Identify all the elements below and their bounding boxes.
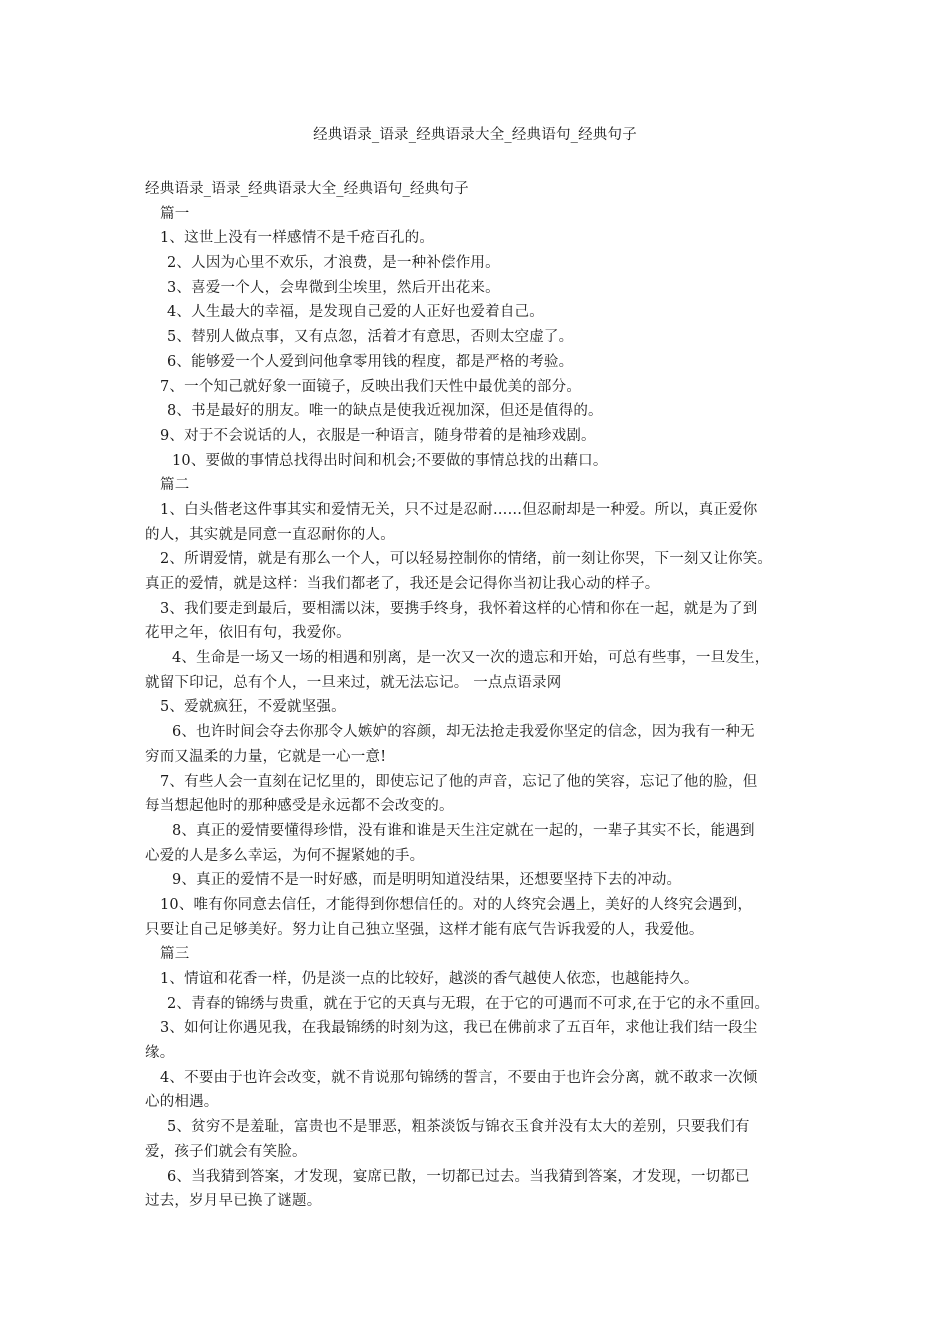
text-line: 2、人因为心里不欢乐，才浪费，是一种补偿作用。 — [167, 255, 500, 272]
text-line: 3、如何让你遇见我，在我最锦绣的时刻为这，我已在佛前求了五百年，求他让我们结一段尘 — [160, 1020, 758, 1037]
text-line: 心的相遇。 — [145, 1094, 219, 1111]
text-line: 9、真正的爱情不是一时好感，而是明明知道没结果，还想要坚持下去的冲动。 — [172, 872, 682, 889]
text-line: 1、白头偕老这件事其实和爱情无关，只不过是忍耐……但忍耐却是一种爱。所以，真正爱你 — [160, 501, 758, 518]
text-line: 6、当我猜到答案，才发现，宴席已散，一切都已过去。当我猜到答案，才发现，一切都已 — [167, 1168, 750, 1185]
text-line: 6、也许时间会夺去你那令人嫉妒的容颜，却无法抢走我爱你坚定的信念，因为我有一种无 — [172, 724, 755, 741]
text-line: 7、一个知己就好象一面镜子，反映出我们天性中最优美的部分。 — [160, 378, 582, 395]
text-line: 4、人生最大的幸福，是发现自己爱的人正好也爱着自己。 — [167, 304, 544, 321]
text-line: 5、爱就疯狂，不爱就坚强。 — [160, 699, 346, 716]
text-line: 8、书是最好的朋友。唯一的缺点是使我近视加深，但还是值得的。 — [167, 403, 603, 420]
text-line: 7、有些人会一直刻在记忆里的，即使忘记了他的声音，忘记了他的笑容，忘记了他的脸，但 — [160, 773, 758, 790]
text-line: 9、对于不会说话的人，衣服是一种语言，随身带着的是袖珍戏剧。 — [160, 427, 596, 444]
text-line: 篇二 — [160, 477, 190, 494]
text-line: 1、情谊和花香一样，仍是淡一点的比较好，越淡的香气越使人依恋，也越能持久。 — [160, 971, 699, 987]
text-line: 经典语录_语录_经典语录大全_经典语句_经典句子 — [145, 181, 469, 197]
text-line: 2、所谓爱情，就是有那么一个人，可以轻易控制你的情绪，前一刻让你哭，下一刻又让你笑。 — [160, 551, 773, 568]
text-line: 爱，孩子们就会有笑脸。 — [145, 1143, 307, 1160]
text-line: 10、要做的事情总找得出时间和机会;不要做的事情总找的出藉口。 — [172, 452, 608, 469]
text-line: 4、生命是一场又一场的相遇和别离，是一次又一次的遗忘和开始，可总有些事，一旦发生， — [172, 650, 770, 667]
text-line: 过去，岁月早已换了谜题。 — [145, 1193, 322, 1210]
text-line: 5、替别人做点事，又有点忽，活着才有意思，否则太空虚了。 — [167, 329, 574, 346]
text-line: 8、真正的爱情要懂得珍惜，没有谁和谁是天生注定就在一起的，一辈子其实不长，能遇到 — [172, 822, 755, 839]
text-line: 每当想起他时的那种感受是永远都不会改变的。 — [145, 798, 454, 815]
text-line: 3、喜爱一个人，会卑微到尘埃里，然后开出花来。 — [167, 279, 500, 296]
text-line: 的人，其实就是同意一直忍耐你的人。 — [145, 526, 395, 543]
text-line: 心爱的人是多么幸运，为何不握紧她的手。 — [145, 847, 425, 864]
text-line: 1、这世上没有一样感情不是千疮百孔的。 — [160, 230, 435, 247]
text-line: 10、唯有你同意去信任，才能得到你想信任的。对的人终究会遇上，美好的人终究会遇到， — [160, 896, 753, 913]
text-line: 缘。 — [145, 1045, 175, 1062]
text-line: 3、我们要走到最后，要相濡以沫，要携手终身，我怀着这样的心情和你在一起，就是为了到 — [160, 600, 758, 617]
text-line: 只要让自己足够美好。努力让自己独立坚强，这样才能有底气告诉我爱的人，我爱他。 — [145, 921, 704, 938]
text-line: 6、能够爱一个人爱到问他拿零用钱的程度，都是严格的考验。 — [167, 353, 574, 370]
text-line: 篇三 — [160, 946, 190, 963]
text-line: 5、贫穷不是羞耻，富贵也不是罪恶，粗茶淡饭与锦衣玉食并没有太大的差别，只要我们有 — [167, 1119, 750, 1136]
text-line: 就留下印记，总有个人，一旦来过，就无法忘记。 一点点语录网 — [145, 674, 562, 691]
text-line: 篇一 — [160, 205, 190, 222]
document-body — [145, 177, 815, 1214]
document-title: 经典语录_语录_经典语录大全_经典语句_经典句子 — [313, 127, 637, 143]
text-line: 4、不要由于也许会改变，就不肯说那句锦绣的誓言，不要由于也许会分离，就不敢求一次倾 — [160, 1069, 758, 1086]
text-line: 穷而又温柔的力量，它就是一心一意! — [145, 748, 387, 765]
text-line: 真正的爱情，就是这样：当我们都老了，我还是会记得你当初让我心动的样子。 — [145, 576, 660, 592]
text-line: 花甲之年，依旧有句，我爱你。 — [145, 625, 351, 642]
text-line: 2、青春的锦绣与贵重，就在于它的天真与无瑕，在于它的可遇而不可求,在于它的永不重回。 — [167, 995, 770, 1012]
